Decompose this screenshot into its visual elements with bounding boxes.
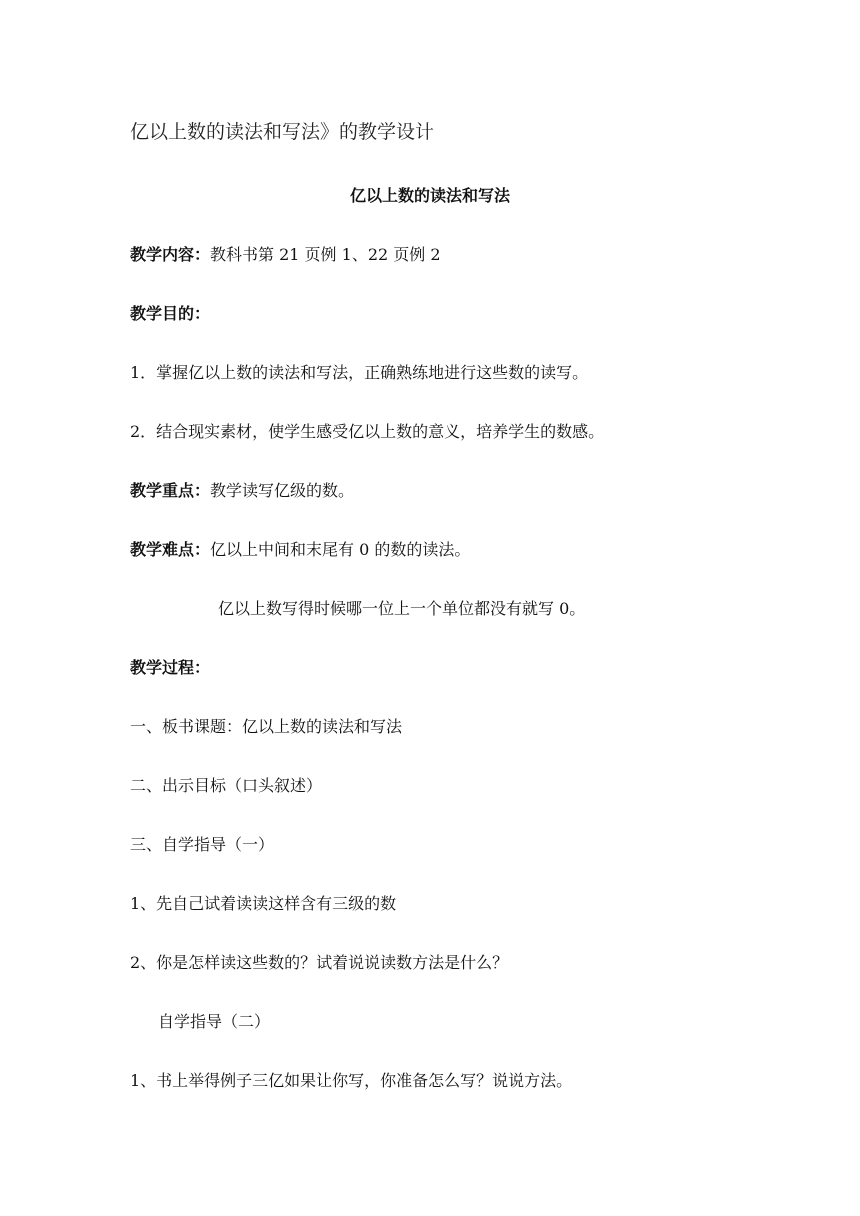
- process-step-1: 一、板书课题：亿以上数的读法和写法: [130, 717, 403, 736]
- difficulty-line: [130, 539, 470, 561]
- teaching-content-text: 教科书第 21 页例 1、22 页例 2: [210, 245, 441, 264]
- process-step-7: 1、书上举得例子三亿如果让你写，你准备怎么写？说说方法。: [130, 1071, 573, 1090]
- key-point-label: 教学重点：: [130, 481, 211, 500]
- teaching-goals-label: 教学目的：: [130, 304, 211, 323]
- document-title: 亿以上数的读法和写法: [349, 186, 510, 205]
- process-step-6: 自学指导（二）: [158, 1012, 271, 1031]
- process-step-4: 1、先自己试着读读这样含有三级的数: [130, 894, 397, 913]
- difficulty-text-2: 亿以上数写得时候哪一位上一个单位都没有就写 0。: [218, 599, 586, 618]
- key-point-line: [130, 480, 354, 502]
- teaching-content-label: 教学内容：: [130, 245, 211, 264]
- teaching-content-line: [130, 244, 441, 266]
- process-label: 教学过程：: [130, 658, 211, 677]
- process-step-5: 2、你是怎样读这些数的？试着说说读数方法是什么？: [130, 953, 509, 972]
- difficulty-text: 亿以上中间和末尾有 0 的数的读法。: [210, 540, 471, 559]
- process-step-2: 二、出示目标（口头叙述）: [130, 776, 323, 795]
- goal-item-1: 1．掌握亿以上数的读法和写法，正确熟练地进行这些数的读写。: [130, 363, 589, 382]
- key-point-text: 教学读写亿级的数。: [210, 481, 355, 500]
- document-header: 亿以上数的读法和写法》的教学设计: [130, 121, 435, 143]
- goal-item-2: 2．结合现实素材，使学生感受亿以上数的意义，培养学生的数感。: [130, 422, 605, 441]
- process-step-3: 三、自学指导（一）: [130, 835, 275, 854]
- difficulty-label: 教学难点：: [130, 540, 211, 559]
